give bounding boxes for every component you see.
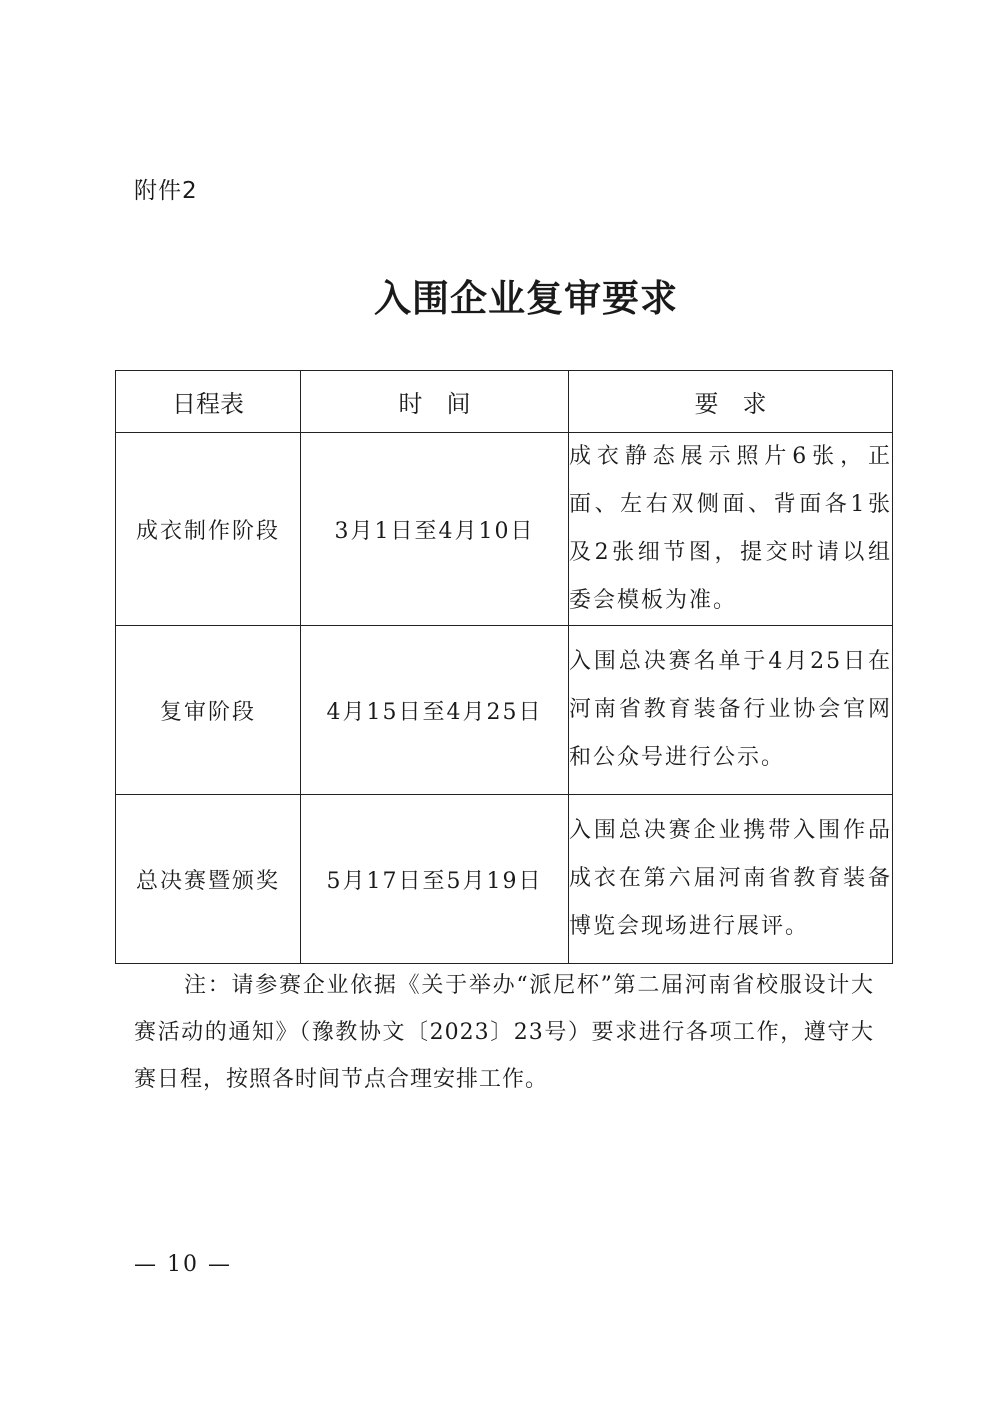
stage-cell: 总决赛暨颁奖 [116, 795, 301, 964]
time-cell: 5月17日至5月19日 [301, 795, 569, 964]
requirement-cell: 入围总决赛名单于4月25日在河南省教育装备行业协会官网和公众号进行公示。 [569, 626, 893, 795]
table-row [116, 626, 893, 795]
attachment-label: 附件2 [134, 178, 198, 204]
schedule-table [115, 370, 893, 964]
document-title: 入围企业复审要求 [374, 277, 678, 320]
header-stage: 日程表 [116, 371, 301, 433]
requirement-cell: 入围总决赛企业携带入围作品成衣在第六届河南省教育装备博览会现场进行展评。 [569, 795, 893, 964]
header-requirement: 要 求 [569, 371, 893, 433]
stage-cell: 成衣制作阶段 [116, 433, 301, 626]
table-row [116, 795, 893, 964]
time-cell: 4月15日至4月25日 [301, 626, 569, 795]
table-header-row [116, 371, 893, 433]
time-cell: 3月1日至4月10日 [301, 433, 569, 626]
stage-cell: 复审阶段 [116, 626, 301, 795]
header-time: 时 间 [301, 371, 569, 433]
note-paragraph: 注：请参赛企业依据《关于举办“派尼杯”第二届河南省校服设计大赛活动的通知》（豫教协文〔2023〕23号）要求进行各项工作，遵守大赛日程，按照各时间节点合理安排工作。 [134, 973, 874, 1092]
page-number: — 10 — [134, 1252, 232, 1277]
requirement-cell: 成衣静态展示照片6张，正面、左右双侧面、背面各1张及2张细节图，提交时请以组委会模板为准。 [569, 433, 893, 626]
table-row [116, 433, 893, 626]
